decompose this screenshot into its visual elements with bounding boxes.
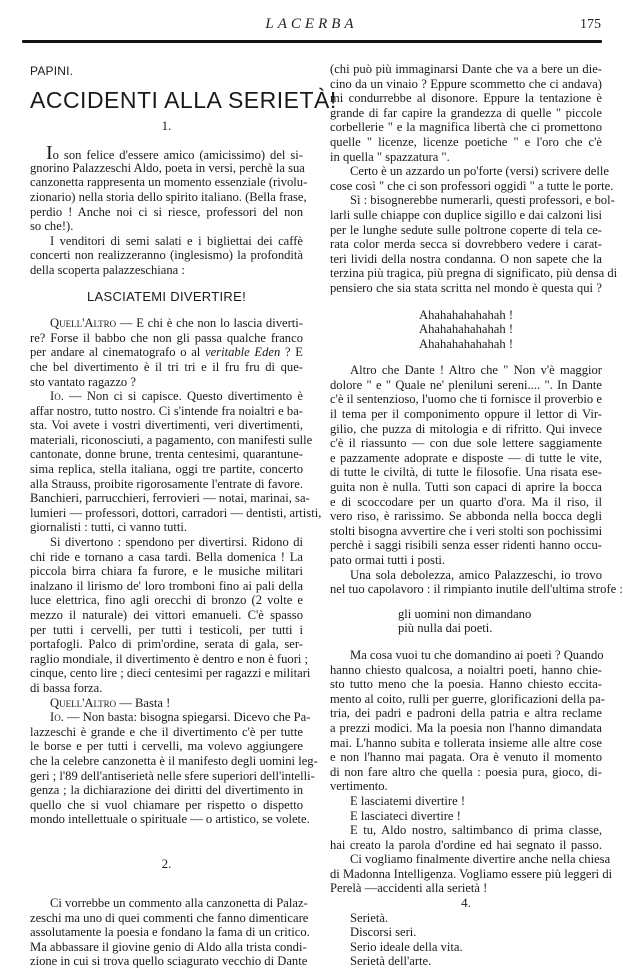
text-line: Ma abbassare il giovine genio di Aldo alla trista condi- — [30, 939, 307, 954]
text-line: raglio mondiale, il divertimento è dentro e non è fuori ; — [30, 651, 309, 666]
paragraph-altro-che-dante — [330, 363, 602, 567]
text-line: vero riso, è rarissimo. Se abbonda nella bocca degli — [330, 509, 602, 524]
verse-line: più nulla dai poeti. — [398, 621, 493, 636]
text-line: Perelà —accidenti alla serietà ! — [330, 881, 488, 896]
text-line: geri ; l'89 dell'antiserietà nelle sfere superiori dell'intelli- — [30, 768, 315, 783]
left-column — [30, 62, 337, 969]
text-line: e pazzamente adoprate e disposte — di tutte le vite, — [330, 450, 602, 465]
verse-line: Serietà dell'arte. — [350, 954, 432, 969]
journal-title: LACERBA — [265, 16, 358, 32]
speaker-label: Quell'Altro — [50, 695, 117, 710]
text-line: quello che si vuol chiamare per rispetto o dispetto — [30, 797, 303, 812]
text-line: E lasciateci divertire ! — [350, 808, 461, 823]
text-line: perchè i saggi risibili senza esser ridenti hanno occu- — [330, 538, 602, 553]
text-line: piccola birra chiara fa furore, e le musiche militari — [30, 564, 303, 579]
paragraph-dante-continued — [330, 62, 602, 164]
closing-list — [330, 911, 602, 969]
text-line: I venditori di semi salati e i bigliettai dei caffè — [50, 233, 303, 248]
text-line: per le lunghe sedute sulle poltrone coperte di tela ce- — [330, 222, 602, 237]
text-line: tria, dei padri e padroni della patria e altra reclame — [330, 706, 602, 721]
text-line: stolti bisogna avvertire che i veri stolti son pochissimi — [330, 523, 603, 538]
text-line: genza ; la dichiarazione dei diritti del divertimento in — [30, 783, 303, 798]
text-line: Ma cosa vuoi tu che domandino ai poeti ? Quando — [350, 647, 604, 662]
text-line: larli sulle chiappe con duplice sigillo e dai calzoni lisi — [330, 207, 602, 222]
verse-line: Ahahahahahahah ! — [418, 322, 514, 337]
verse-line: Serio ideale della vita. — [350, 939, 463, 954]
dialogue-quellaltro-2 — [30, 696, 303, 711]
text-line: Quell'Altro — E chi è che non lo lascia diverti- — [50, 316, 303, 331]
text-line: luce elettrica, fino agli orecchi di bronzo (2 volte e — [30, 593, 303, 608]
text-line: mai. L'hanno subita e tollerata insieme alle altre cose — [330, 735, 602, 750]
text-line: hai creato la parola d'ordine ed hai segnato il passo. — [330, 837, 602, 852]
exclamations — [330, 794, 602, 823]
page-number: 175 — [580, 17, 601, 32]
paragraph-certo — [330, 164, 614, 193]
text-line: Si divertono : spendono per divertirsi. Ridono di — [50, 535, 303, 550]
text-line: perdio ! Anche noi ci si riesce, professori del non — [30, 204, 303, 219]
dialogue-io-1 — [30, 389, 322, 535]
text-line: Io son felice d'essere amico (amicissimo) del si- — [46, 142, 303, 165]
article-title: ACCIDENTI ALLA SERIETÀ! — [30, 86, 337, 113]
text-line: E tu, Aldo nostro, saltimbanco di prima classe, — [350, 823, 602, 838]
text-line: quelle " licenze, licenze poetiche " e l'oro che c'è — [330, 134, 602, 149]
text-line: grande di far capire la grandezza di quelle " piccole — [330, 105, 602, 120]
author-byline: PAPINI. — [30, 64, 74, 78]
paragraph-venditori — [30, 234, 303, 278]
text-line: E lasciatemi divertire ! — [350, 793, 466, 808]
paragraph-commento — [30, 895, 310, 969]
text-line: teri lividi della nostra condanna. O non sapete che la — [330, 251, 602, 266]
text-line: affar nostro, tutto nostro. Ci s'intende fra noialtri e ba- — [30, 403, 303, 418]
verse-line: Serietà. — [350, 910, 389, 925]
section-number-1: 1. — [161, 118, 172, 134]
text-line: assolutamente la poesia e fondano la fama di un critico. — [30, 925, 310, 940]
text-line: gnorino Palazzeschi Aldo, poeta in versi, perchè la sua — [30, 160, 305, 175]
text-line: Ci vorrebbe un commento alla canzonetta di Palaz- — [50, 895, 308, 910]
text-line: lumieri — professori, dottori, carradori — dentisti, artisti, — [30, 505, 322, 520]
paragraph-aldo-nostro — [330, 823, 602, 852]
text-line: della scoperta palazzeschiana : — [30, 262, 185, 277]
text-line: guita non è nulla. Tutti son capaci di aprire la bocca — [330, 480, 602, 495]
verse-line: Discorsi seri. — [350, 925, 417, 940]
text-line: c'è il sentenzioso, l'uomo che ti fornisce il proverbio e — [330, 392, 602, 407]
text-line: Io. — Non basta: bisogna spiegarsi. Dicevo che Pa- — [50, 710, 311, 725]
paragraph-debolezza — [330, 567, 623, 597]
text-line: per andare al cinematografo o al veritable Eden ? E — [30, 345, 303, 360]
text-line: mento al coito, rulli per guerre, glorificazioni della pa- — [330, 691, 605, 706]
paragraph-intro — [30, 142, 308, 234]
text-line: Io. — Non ci si capisce. Questo divertimento è — [50, 389, 303, 404]
dialogue-io-2 — [30, 710, 318, 827]
paragraph-cosa-vuoi — [330, 647, 605, 794]
text-line: cino da un vinaio ? Eppure scommetto che ci andava) — [330, 76, 602, 91]
paragraph-divertire-chiesa — [330, 852, 613, 896]
laugh-verse — [330, 308, 602, 352]
text-line: Sì : bisognerebbe numerarli, questi professori, e bol- — [350, 193, 615, 208]
section-number-4: 4. — [461, 895, 471, 911]
text-line: rata color merda secca si dovrebbero vedere i carat- — [330, 237, 602, 252]
text-line: cantonate, donne brune, trenta centesimi, quarantune- — [30, 447, 303, 462]
text-line: Ci vogliamo finalmente divertire anche nella chiesa — [350, 852, 611, 867]
text-line: vertimento. — [330, 779, 388, 794]
text-line: mi condurrebbe al disonore. Eppure la tentazione è — [330, 91, 602, 106]
quoted-verse — [330, 607, 602, 636]
text-line: sto vantato ragazzo ? — [30, 374, 136, 389]
text-line: mondo intellettuale o spirituale — o artistico, se volete. — [30, 812, 310, 827]
text-line: nel tuo capolavoro : il rimpianto inutile dell'ultima strofe : — [330, 582, 623, 597]
text-line: di non fare altro che quella : poesia pura, gioco, di- — [330, 764, 602, 779]
text-line: zionario) nella storia dello spirito italiano. (Bella frase, — [30, 189, 307, 204]
text-line: pato ormai tutti i posti. — [330, 553, 446, 567]
header-rule — [22, 40, 602, 43]
text-line: cose così " che ci son professori oggidì " a tutte le porte. — [330, 178, 614, 193]
text-line: che la celebre canzonetta è il manifesto degli uomini leg- — [30, 753, 318, 768]
text-line: lazzeschi è grande e che il divertimento c'è per tutte — [30, 724, 303, 739]
drop-cap: I — [46, 142, 53, 165]
text-line: hanno chiesto qualcosa, a noialtri poeti, hanno chie- — [330, 662, 602, 677]
text-line: di tutte le civiltà, di tutte le filosofie. Una risata ese- — [330, 465, 602, 480]
verse-line: Ahahahahahahah ! — [418, 307, 514, 322]
text-line: gilio, che puzza di mitologia e di rifritto. Qui invece — [330, 421, 602, 436]
right-column — [330, 62, 623, 969]
text-line: corbellerie " e la magnifica libertà che ci promettono — [330, 120, 602, 135]
verse-line: Ahahahahahahah ! — [418, 336, 514, 351]
speaker-label: Io. — [50, 389, 64, 404]
italic-phrase: veritable Eden — [204, 345, 281, 360]
text-line: sta. Voi avete i vostri divertimenti, veri divertimenti, — [30, 418, 303, 433]
text-line: il tema per il componimento oppure il lettor di Vir- — [330, 407, 602, 422]
verse-line: gli uomini non dimandano — [398, 606, 532, 621]
text-line: Quell'Altro — Basta ! — [50, 695, 171, 710]
text-line: dolore " e " Quale ne' pleniluni sereni.... ". In Dante — [330, 377, 602, 392]
dialogue-quellaltro-1 — [30, 316, 303, 389]
text-line: mezzo il naturale) dei vittori emanueli. C'è spasso — [30, 608, 303, 622]
text-line: inalzano il lirismo de' loro tromboni fino ai pali della — [30, 578, 303, 593]
text-line: Certo è un azzardo un po'forte (versi) scrivere delle — [350, 164, 609, 179]
text-line: Una sola debolezza, amico Palazzeschi, io trovo — [350, 567, 602, 582]
text-line: sima replica, stella italiana, oggi tre partite, concerto — [30, 462, 303, 477]
speaker-label: Quell'Altro — [50, 316, 117, 331]
text-line: re? Forse il babbo che non gli passa qualche franco — [30, 330, 303, 345]
text-line: di bassa forza. — [30, 680, 103, 695]
text-line: Banchieri, parrucchieri, ferrovieri — notai, marinai, sa- — [30, 491, 310, 506]
text-line: so che!). — [30, 219, 74, 234]
text-line: che bel divertimento è il tri tri e il fru fru di que- — [30, 359, 303, 374]
text-line: in quella " spazzatura ". — [330, 149, 450, 164]
text-line: alla Strauss, proibite rigorosamente l'entrate di favore. — [30, 476, 303, 491]
text-line: di Madonna Intelligenza. Vogliamo essere più leggeri di — [330, 866, 613, 881]
text-line: chi ride e tornano a casa tardi. Bella domenica ! La — [30, 549, 303, 564]
text-line: sto tutto meno che la poesia. Hanno chiesto eccita- — [330, 677, 602, 692]
text-line: (chi può più immaginarsi Dante che va a bere un die- — [330, 62, 602, 76]
text-line: cinque, cento lire ; dieci centesimi per ragazzi e militari — [30, 666, 311, 681]
text-line: Altro che Dante ! Altro che " Non v'è maggior — [350, 363, 602, 378]
paragraph-si-divertono — [30, 535, 311, 696]
text-line: e di scoccodare per un quarto d'ora. Ma il riso, il — [330, 494, 602, 509]
text-line: le borse e per tutti i cervelli, ma volevo aggiungere — [30, 739, 303, 754]
text-line: per tutti i cervelli, per tutti i testicoli, per tutti i — [30, 622, 303, 637]
text-line: concerti non realizzeranno (inglesismo) la profondità — [30, 248, 303, 263]
speaker-label: Io. — [50, 710, 64, 725]
section-number-2: 2. — [161, 855, 172, 871]
text-line: zeschi ma uno di quei commenti che fanno dimenticare — [30, 910, 309, 925]
text-line: pensiero che sia stata scritta nel mondo è questa qui ? — [330, 280, 602, 295]
text-line: zione in cui si trova quello sciagurato vecchio di Dante — [30, 954, 308, 969]
text-line: materiali, riconosciuti, a pagamento, con manifesti sulle — [30, 432, 313, 447]
text-line: e non l'hanno mai pagata. Ora è venuto il momento — [330, 750, 602, 765]
text-line: a prezzi modici. Ma la poesia non l'hanno dimandata — [330, 720, 602, 735]
text-line: portafogli. Palco di prim'ordine, serata di gala, ser- — [30, 637, 303, 652]
section-subtitle: LASCIATEMI DIVERTIRE! — [87, 288, 246, 304]
text-line: giornalisti : tutti, ci vanno tutti. — [30, 520, 188, 535]
text-line: canzonetta rappresenta un momento essenziale (rivolu- — [30, 175, 308, 190]
text-line: c'è il riassunto — con due sole lettere saggiamente — [330, 436, 602, 451]
text-line: terzina più tragica, più pregna di significato, più densa di — [330, 266, 618, 281]
paragraph-numerarli — [330, 193, 618, 295]
